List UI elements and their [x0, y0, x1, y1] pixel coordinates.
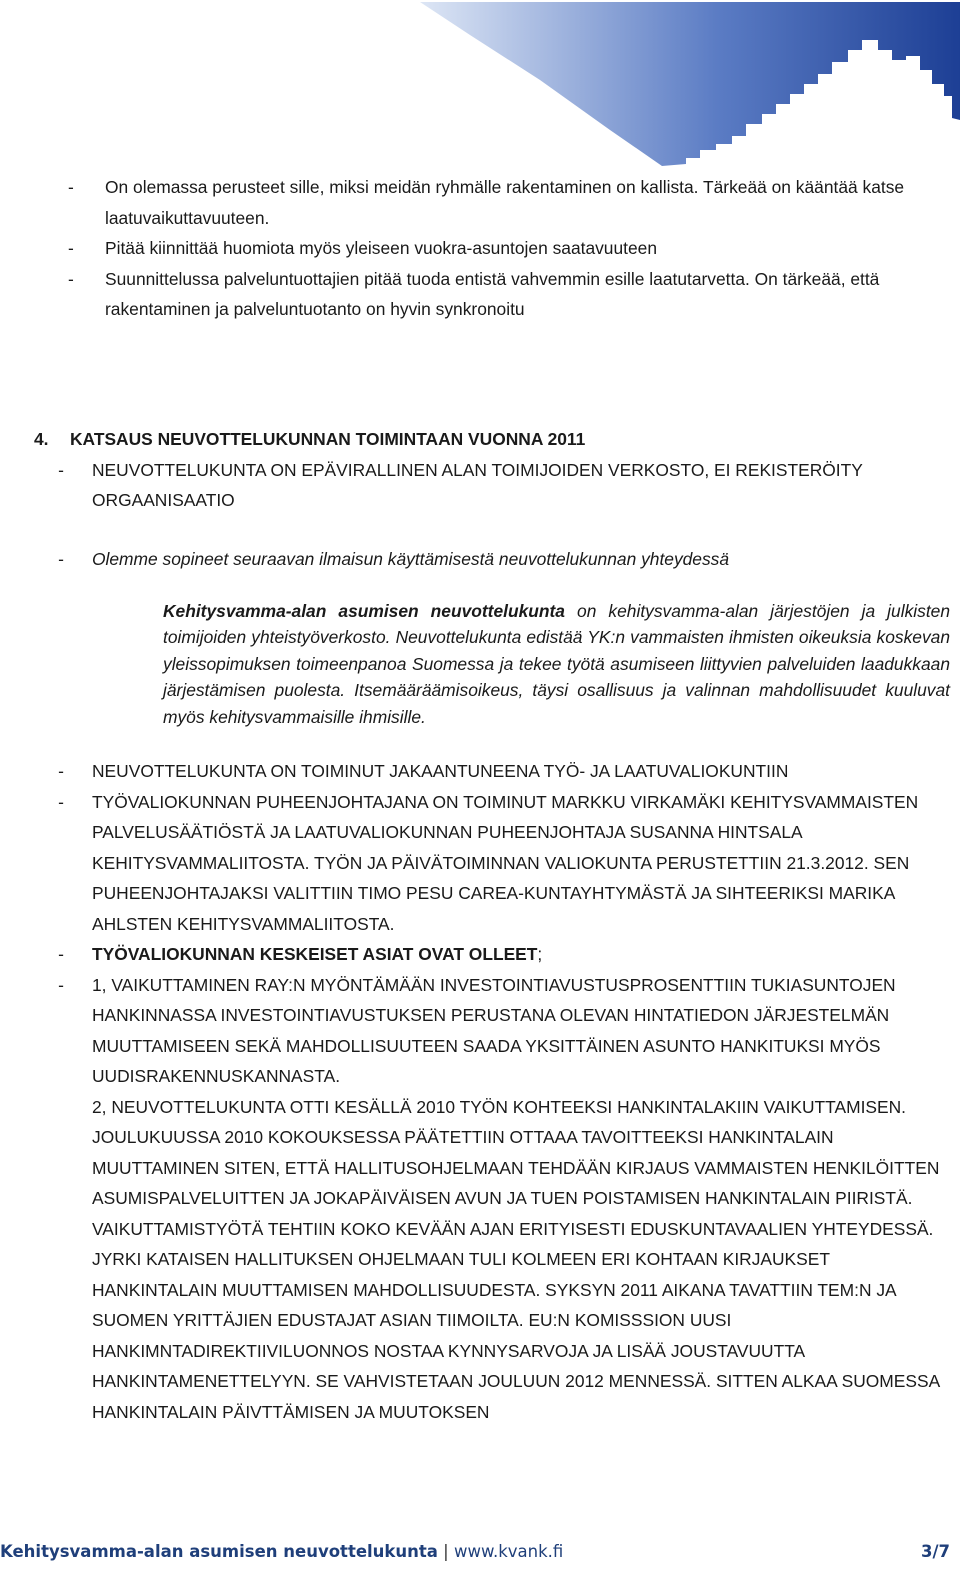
bullet-dash: -	[68, 238, 74, 258]
section-4	[34, 424, 950, 1427]
bullet-dash: -	[58, 791, 64, 812]
footer-url-link[interactable]: www.kvank.fi	[453, 1542, 564, 1561]
list-item-text: Suunnittelussa palveluntuottajien pitää tuoda entistä vahvemmin esille laatutarvetta. On tärkeää, että rakentaminen ja palveluntuotanto on hyvin synkronoitu	[105, 268, 880, 319]
list-item	[34, 939, 950, 970]
list-item	[68, 264, 918, 325]
page-number: 3/7	[921, 1542, 950, 1561]
list-item	[34, 787, 950, 940]
quote-paragraph	[163, 598, 950, 730]
intro-list	[68, 172, 918, 325]
quote-org-name: Kehitysvamma-alan asumisen neuvottelukunta	[163, 601, 565, 621]
list-item-rest: ;	[537, 944, 543, 965]
house-roof-logo	[400, 0, 960, 170]
list-item-point-2: 2, NEUVOTTELUKUNTA OTTI KESÄLLÄ 2010 TYÖN KOHTEEKSI HANKINTALAKIIN VAIKUTTAMISEN. JOULUKUUSSA 2010 KOKOUKSESSA PÄÄTETTIIN OTTAAA TAVOITTEEKSI HANKINTALAIN MUUTTAMINEN SITEN, ETTÄ HALLITUSOHJELMAAN TEHDÄÄN KIRJAUS VAMMAISTEN HENKILÖITTEN ASUMISPALVELUITTEN JA JOKAPÄIVÄISEN AVUN JA TUEN POISTAMISEN HANKINTALAIN PIIRISTÄ. VAIKUTTAMISTYÖTÄ TEHTIIN KOKO KEVÄÄN AJAN ERITYISESTI EDUSKUNTAVAALIEN YHTEYDESSÄ. JYRKI KATAISEN HALLITUKSEN OHJELMAAN TULI KOLMEEN ERI KOHTAAN KIRJAUKSET HANKINTALAIN MUUTTAMISEN MAHDOLLISUUDESTA. SYKSYN 2011 AIKANA TAVATTIIN TEM:N JA SUOMEN YRITTÄJIEN EDUSTAJAT ASIAN TIIMOILTA. EU:N KOMISSSION UUSI HANKIMNTADIREKTIIVILUONNOS NOSTAA KYNNYSARVOJA JA LISÄÄ JOUSTAVUUTTA HANKINTAMENETTELYYN. SE VAHVISTETAAN JOULUUN 2012 MENNESSÄ. SITTEN ALKAA SUOMESSA HANKINTALAIN PÄIVTTÄMISEN JA MUUTOKSEN	[92, 1096, 940, 1422]
section-heading	[34, 424, 950, 455]
list-item-point-1: 1, VAIKUTTAMINEN RAY:N MYÖNTÄMÄÄN INVESTOINTIAVUSTUSPROSENTTIIN TUKIASUNTOJEN HANKINNASSA INVESTOINTIAVUSTUKSEN PERUSTANA OLEVAN HINTATIEDON JÄRJESTELMÄN MUUTTAMISEEN SEKÄ MAHDOLLISUUTEEN SAADA YKSITTÄINEN ASUNTO HANKITUKSI MYÖS UUDISRAKENNUSKANNASTA.	[92, 974, 896, 1087]
list-item	[34, 756, 950, 787]
list-item-text: Olemme sopineet seuraavan ilmaisun käyttämisestä neuvottelukunnan yhteydessä	[92, 548, 730, 569]
list-item-text	[92, 970, 950, 1428]
list-item-text: NEUVOTTELUKUNTA ON TOIMINUT JAKAANTUNEENA TYÖ- JA LAATUVALIOKUNTIIN	[92, 761, 789, 782]
list-item-text: TYÖVALIOKUNNAN PUHEENJOHTAJANA ON TOIMINUT MARKKU VIRKAMÄKI KEHITYSVAMMAISTEN PALVELUSÄÄTIÖSTÄ JA LAATUVALIOKUNNAN PUHEENJOHTAJA SUSANNA HINTSALA KEHITYSVAMMALIITOSTA. TYÖN JA PÄIVÄTOIMINNAN VALIOKUNTA PERUSTETTIIN 21.3.2012. SEN PUHEENJOHTAJAKSI VALITTIIN TIMO PESU CAREA-KUNTAYHTYMÄSTÄ JA SIHTEERIKSI MARIKA AHLSTEN KEHITYSVAMMALIITOSTA.	[92, 791, 919, 934]
section-number: 4.	[34, 429, 49, 449]
list-item-bold: TYÖVALIOKUNNAN KESKEISET ASIAT OVAT OLLEET	[92, 944, 538, 965]
bullet-dash: -	[58, 944, 64, 965]
bullet-dash: -	[58, 548, 64, 569]
list-item-text: Pitää kiinnittää huomiota myös yleiseen vuokra-asuntojen saatavuuteen	[105, 238, 657, 258]
page-footer	[0, 1540, 960, 1564]
list-item-text	[92, 939, 950, 970]
list-item	[34, 455, 950, 516]
footer-separator: |	[437, 1542, 454, 1561]
list-item-text: On olemassa perusteet sille, miksi meidän ryhmälle rakentaminen on kallista. Tärkeää on kääntää katse laatuvaikuttavuuteen.	[105, 177, 905, 228]
bullet-dash: -	[58, 974, 64, 995]
list-item-text: NEUVOTTELUKUNTA ON EPÄVIRALLINEN ALAN TOIMIJOIDEN VERKOSTO, EI REKISTERÖITY ORGAANISAATIO	[92, 459, 863, 510]
bullet-dash: -	[58, 761, 64, 782]
bullet-dash: -	[68, 177, 74, 197]
list-item	[34, 544, 950, 575]
quote-text: on kehitysvamma-alan järjestöjen ja julkisten toimijoiden yhteistyöverkosto. Neuvottelukunta edistää YK:n vammaisten ihmisten oikeuksia koskevan yleissopimuksen toimeenpanoa Suomessa ja tekee työtä asumiseen liittyvien palveluiden laadukkaan järjestämisen puolesta. Itsemääräämisoikeus, täysi osallisuus ja valinnan mahdollisuudet kuuluvat myös kehitysvammaisille ihmisille.	[163, 601, 950, 727]
section-title: KATSAUS NEUVOTTELUKUNNAN TOIMINTAAN VUONNA 2011	[70, 429, 586, 449]
bullet-dash: -	[58, 459, 64, 480]
bullet-dash: -	[68, 268, 74, 289]
list-item	[68, 172, 918, 233]
list-item	[34, 970, 950, 1428]
footer-org-name: Kehitysvamma-alan asumisen neuvottelukunta	[0, 1542, 438, 1561]
list-item	[68, 233, 918, 264]
